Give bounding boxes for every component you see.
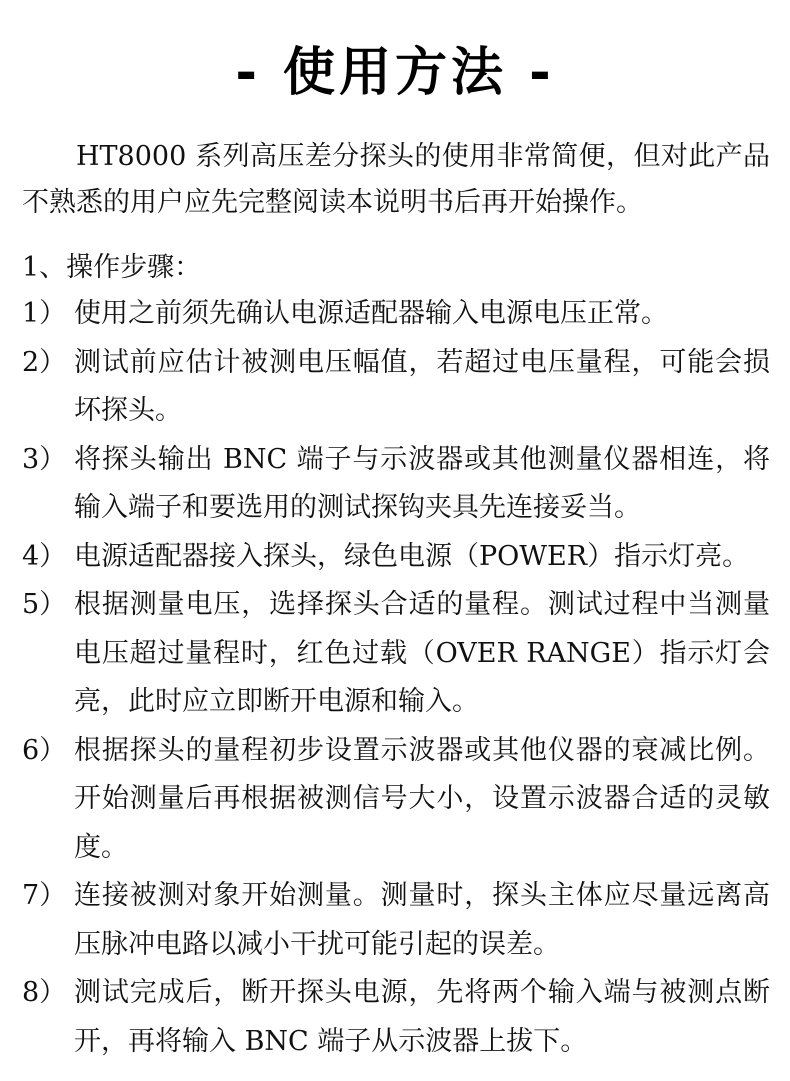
step-text: 将探头输出 BNC 端子与示波器或其他测量仪器相连，将输入端子和要选用的测试探钩夹具先连接妥当。 [74, 443, 770, 523]
page-title: - 使用方法 - [235, 43, 555, 103]
step-item-2 [22, 339, 770, 436]
step-text: 根据测量电压，选择探头合适的量程。测试过程中当测量电压超过量程时，红色过载（OVER RANGE）指示灯会亮，此时应立即断开电源和输入。 [74, 589, 770, 717]
step-item-3 [22, 436, 770, 533]
step-text: 测试前应估计被测电压幅值，若超过电压量程，可能会损坏探头。 [74, 346, 770, 426]
step-item-6 [22, 727, 770, 873]
step-number: 6） [22, 734, 67, 766]
step-text: 根据探头的量程初步设置示波器或其他仪器的衰减比例。开始测量后再根据被测信号大小，设置示波器合适的灵敏度。 [74, 734, 770, 863]
step-number: 8） [22, 977, 67, 1008]
step-item-1 [22, 290, 770, 339]
step-text: 电源适配器接入探头，绿色电源（POWER）指示灯亮。 [74, 540, 750, 572]
step-number: 3） [22, 443, 67, 475]
step-text: 测试完成后，断开探头电源，先将两个输入端与被测点断开，再将输入 BNC 端子从示波器上拔下。 [74, 977, 770, 1057]
step-text: 连接被测对象开始测量。测量时，探头主体应尽量远离高压脉冲电路以减小干扰可能引起的误差。 [74, 880, 770, 960]
step-number: 7） [22, 880, 67, 911]
step-item-8 [22, 969, 770, 1066]
step-item-7 [22, 872, 770, 969]
steps-list [22, 290, 770, 1066]
step-item-4 [22, 533, 770, 582]
step-item-5 [22, 581, 770, 727]
step-number: 5） [22, 589, 67, 620]
step-text: 使用之前须先确认电源适配器输入电源电压正常。 [74, 298, 668, 329]
step-number: 4） [22, 540, 67, 572]
step-number: 2） [22, 346, 67, 378]
intro-paragraph: HT8000 系列高压差分探头的使用非常简便，但对此产品不熟悉的用户应先完整阅读本说明书后再开始操作。 [22, 141, 770, 218]
step-number: 1） [22, 298, 67, 329]
section-heading: 1、操作步骤： [22, 252, 202, 283]
